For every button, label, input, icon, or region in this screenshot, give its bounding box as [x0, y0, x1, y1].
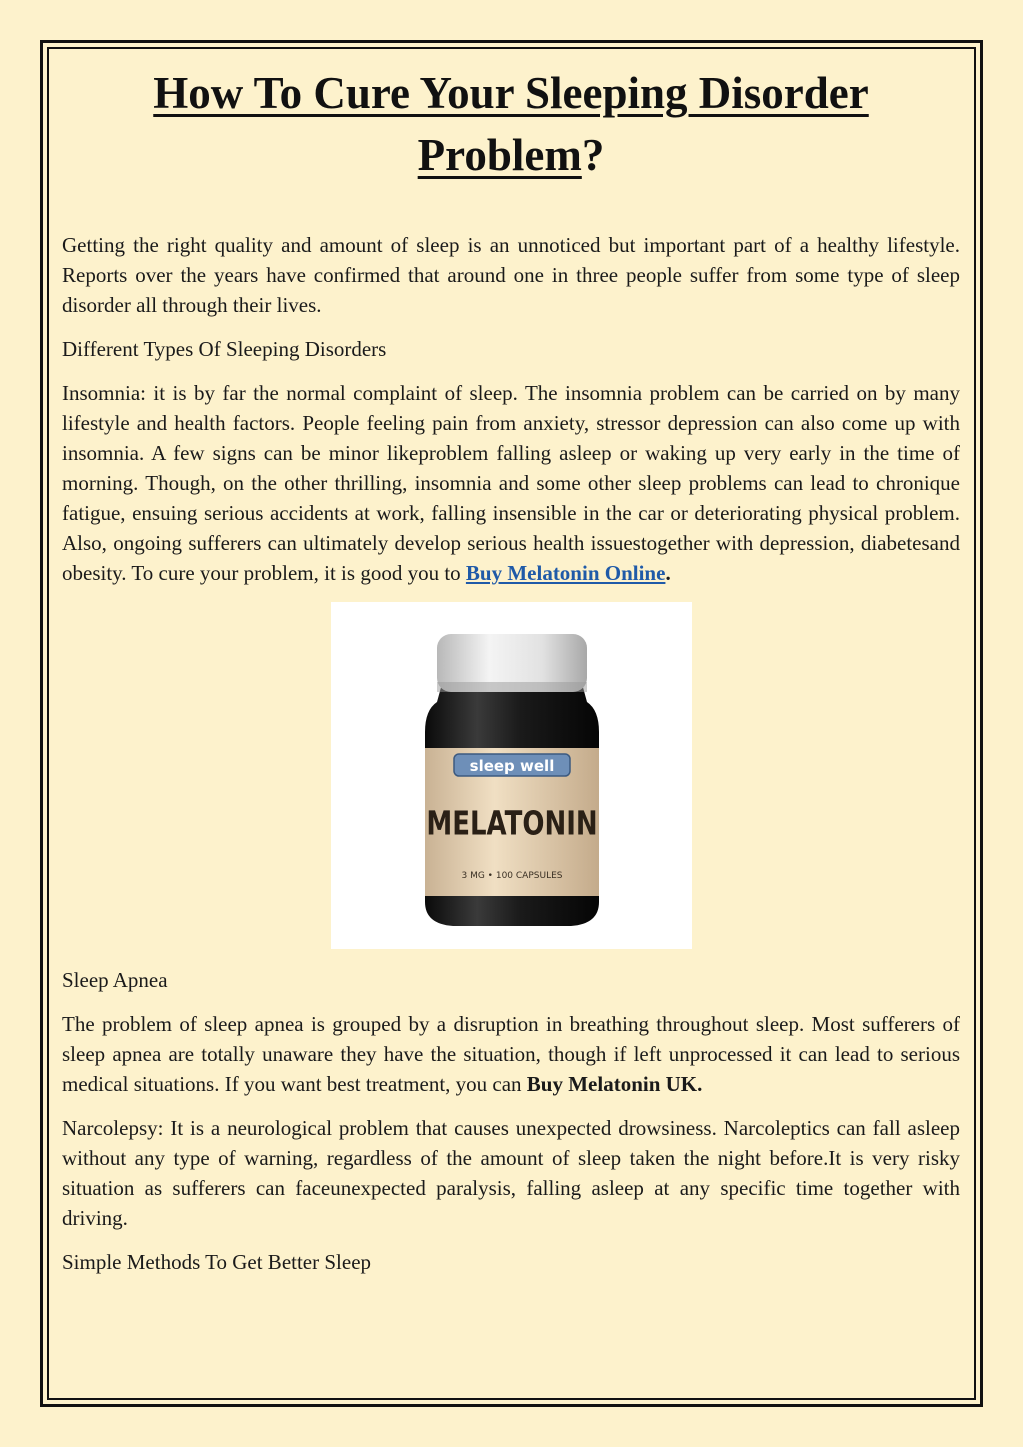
heading-sleeping-disorders: Different Types Of Sleeping Disorders	[62, 337, 387, 361]
insomnia-period: .	[665, 561, 671, 585]
apnea-text: The problem of sleep apnea is grouped by a disruption in breathing throughout sleep. Most sufferers of sleep apnea are totally unaware they have the situation, though if left unprocessed it can lead to serious medical situations. If you want best treatment, you can	[62, 1012, 960, 1096]
document-content	[62, 62, 960, 1291]
bottle-label-main: MELATONIN	[425, 804, 598, 843]
title-line-1: How To Cure Your Sleeping Disorder	[153, 68, 869, 118]
melatonin-bottle-image	[331, 602, 692, 949]
buy-melatonin-online-link[interactable]: Buy Melatonin Online	[465, 561, 666, 585]
bottle-label-band: sleep well	[469, 757, 554, 775]
insomnia-text: Insomnia: it is by far the normal complaint of sleep. The insomnia problem can be carried on by many lifestyle and health factors. People feeling pain from anxiety, stressor depression can also come up with insomnia. A few signs can be minor likeproblem falling asleep or waking up very early in the time of morning. Though, on the other thrilling, insomnia and some other sleep problems can lead to chronique fatigue, ensuing serious accidents at work, falling insensible in the car or deteriorating physical problem. Also, ongoing sufferers can ultimately develop serious health issuestogether with depression, diabetesand obesity. To cure your problem, it is good you to	[62, 381, 960, 585]
buy-melatonin-uk-text: Buy Melatonin UK.	[526, 1072, 703, 1096]
insomnia-paragraph	[62, 378, 960, 588]
page-title	[62, 62, 960, 186]
title-line-2-word: Problem	[417, 130, 582, 180]
heading-better-sleep-methods: Simple Methods To Get Better Sleep	[62, 1250, 372, 1274]
narcolepsy-paragraph: Narcolepsy: It is a neurological problem that causes unexpected drowsiness. Narcoleptics can fall asleep without any type of warning, regardless of the amount of sleep taken the night before.It is very risky situation as sufferers can faceunexpected paralysis, falling asleep at any specific time together with driving.	[62, 1116, 960, 1230]
apnea-paragraph	[62, 1009, 960, 1099]
bottle-label-sub: 3 MG • 100 CAPSULES	[461, 871, 562, 881]
title-question-mark: ?	[581, 130, 605, 180]
heading-sleep-apnea: Sleep Apnea	[62, 968, 168, 992]
intro-paragraph: Getting the right quality and amount of sleep is an unnoticed but important part of a healthy lifestyle. Reports over the years have confirmed that around one in three people suffer from some type of sleep disorder all through their lives.	[62, 233, 960, 317]
